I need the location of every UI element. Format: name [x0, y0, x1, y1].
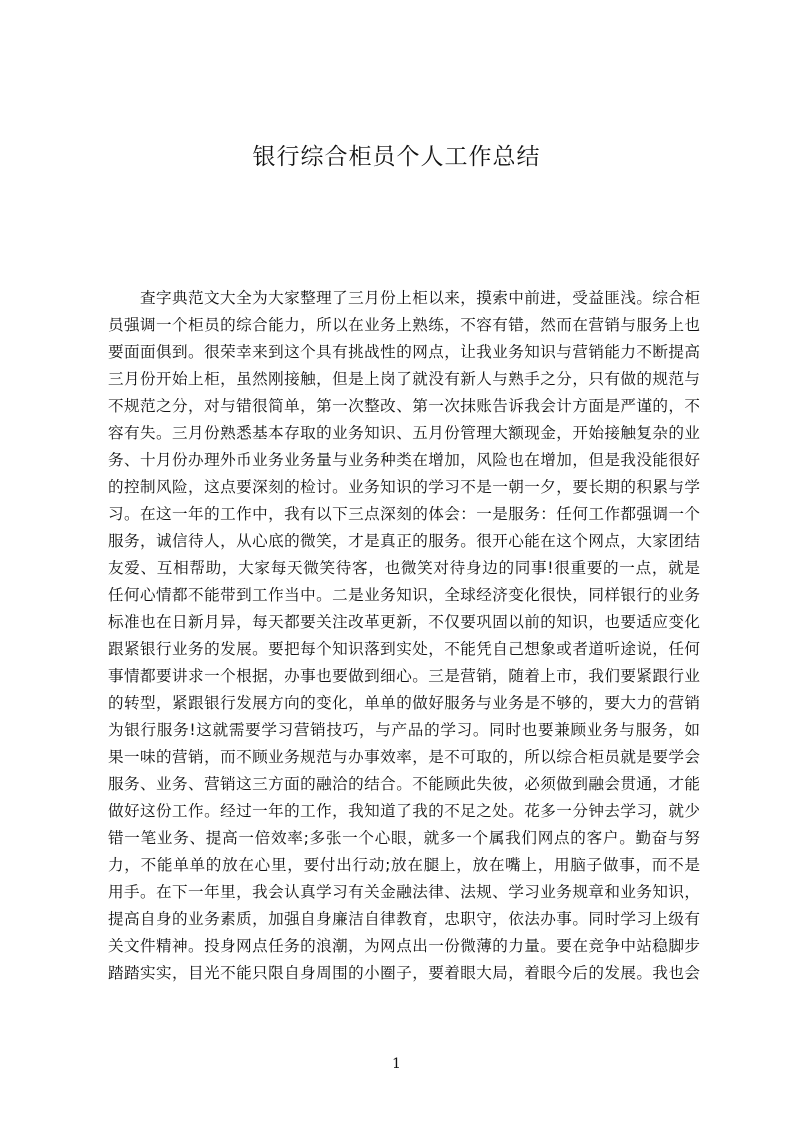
- paragraph-line: 任何心情都不能带到工作当中。二是业务知识，全球经济变化很快，同样银行的业务: [108, 586, 700, 604]
- paragraph-line: 做好这份工作。经过一年的工作，我知道了我的不足之处。花多一分钟去学习，就少: [108, 802, 700, 820]
- paragraph-line: 为银行服务!这就需要学习营销技巧，与产品的学习。同时也要兼顾业务与服务，如: [108, 721, 700, 739]
- paragraph-line: 习。在这一年的工作中，我有以下三点深刻的体会：一是服务：任何工作都强调一个: [108, 505, 700, 523]
- paragraph-line: 踏踏实实，目光不能只限自身周围的小圈子，要着眼大局，着眼今后的发展。我也会: [108, 964, 700, 982]
- paragraph-line: 用手。在下一年里，我会认真学习有关金融法律、法规、学习业务规章和业务知识，: [108, 883, 700, 901]
- paragraph-line: 三月份开始上柜，虽然刚接触，但是上岗了就没有新人与熟手之分，只有做的规范与: [108, 370, 700, 388]
- paragraph-line: 员强调一个柜员的综合能力，所以在业务上熟练，不容有错，然而在营销与服务上也: [108, 316, 700, 334]
- paragraph-line: 友爱、互相帮助，大家每天微笑待客，也微笑对待身边的同事!很重要的一点，就是: [108, 559, 700, 577]
- paragraph-line: 服务、业务、营销这三方面的融洽的结合。不能顾此失彼，必须做到融会贯通，才能: [108, 775, 700, 793]
- paragraph-line: 事情都要讲求一个根据，办事也要做到细心。三是营销，随着上市，我们要紧跟行业: [108, 667, 700, 685]
- paragraph-line: 标准也在日新月异，每天都要关注改革更新，不仅要巩固以前的知识，也要适应变化: [108, 613, 700, 631]
- paragraph-line: 务、十月份办理外币业务业务量与业务种类在增加，风险也在增加，但是我没能很好: [108, 451, 700, 469]
- paragraph-line: 容有失。三月份熟悉基本存取的业务知识、五月份管理大额现金，开始接触复杂的业: [108, 424, 700, 442]
- document-title: 银行综合柜员个人工作总结: [252, 144, 541, 170]
- page-number: 1: [392, 1056, 401, 1072]
- paragraph-line: 力，不能单单的放在心里，要付出行动;放在腿上，放在嘴上，用脑子做事，而不是: [108, 856, 700, 874]
- paragraph-line: 查字典范文大全为大家整理了三月份上柜以来，摸索中前进，受益匪浅。综合柜: [140, 289, 700, 307]
- paragraph-line: 果一味的营销，而不顾业务规范与办事效率，是不可取的，所以综合柜员就是要学会: [108, 748, 700, 766]
- paragraph-line: 服务，诚信待人，从心底的微笑，才是真正的服务。很开心能在这个网点，大家团结: [108, 532, 700, 550]
- paragraph-line: 不规范之分，对与错很简单，第一次整改、第一次抹账告诉我会计方面是严谨的，不: [108, 397, 700, 415]
- paragraph-line: 关文件精神。投身网点任务的浪潮，为网点出一份微薄的力量。要在竞争中站稳脚步: [108, 937, 700, 955]
- document-body: [108, 285, 700, 987]
- paragraph-line: 要面面俱到。很荣幸来到这个具有挑战性的网点，让我业务知识与营销能力不断提高: [108, 343, 700, 361]
- paragraph-line: 错一笔业务、提高一倍效率;多张一个心眼，就多一个属我们网点的客户。勤奋与努: [108, 829, 700, 847]
- paragraph-line: 提高自身的业务素质，加强自身廉洁自律教育，忠职守，依法办事。同时学习上级有: [108, 910, 700, 928]
- paragraph-line: 跟紧银行业务的发展。要把每个知识落到实处，不能凭自己想象或者道听途说，任何: [108, 640, 700, 658]
- paragraph-line: 的控制风险，这点要深刻的检讨。业务知识的学习不是一朝一夕，要长期的积累与学: [108, 478, 700, 496]
- paragraph-line: 的转型，紧跟银行发展方向的变化，单单的做好服务与业务是不够的，要大力的营销: [108, 694, 700, 712]
